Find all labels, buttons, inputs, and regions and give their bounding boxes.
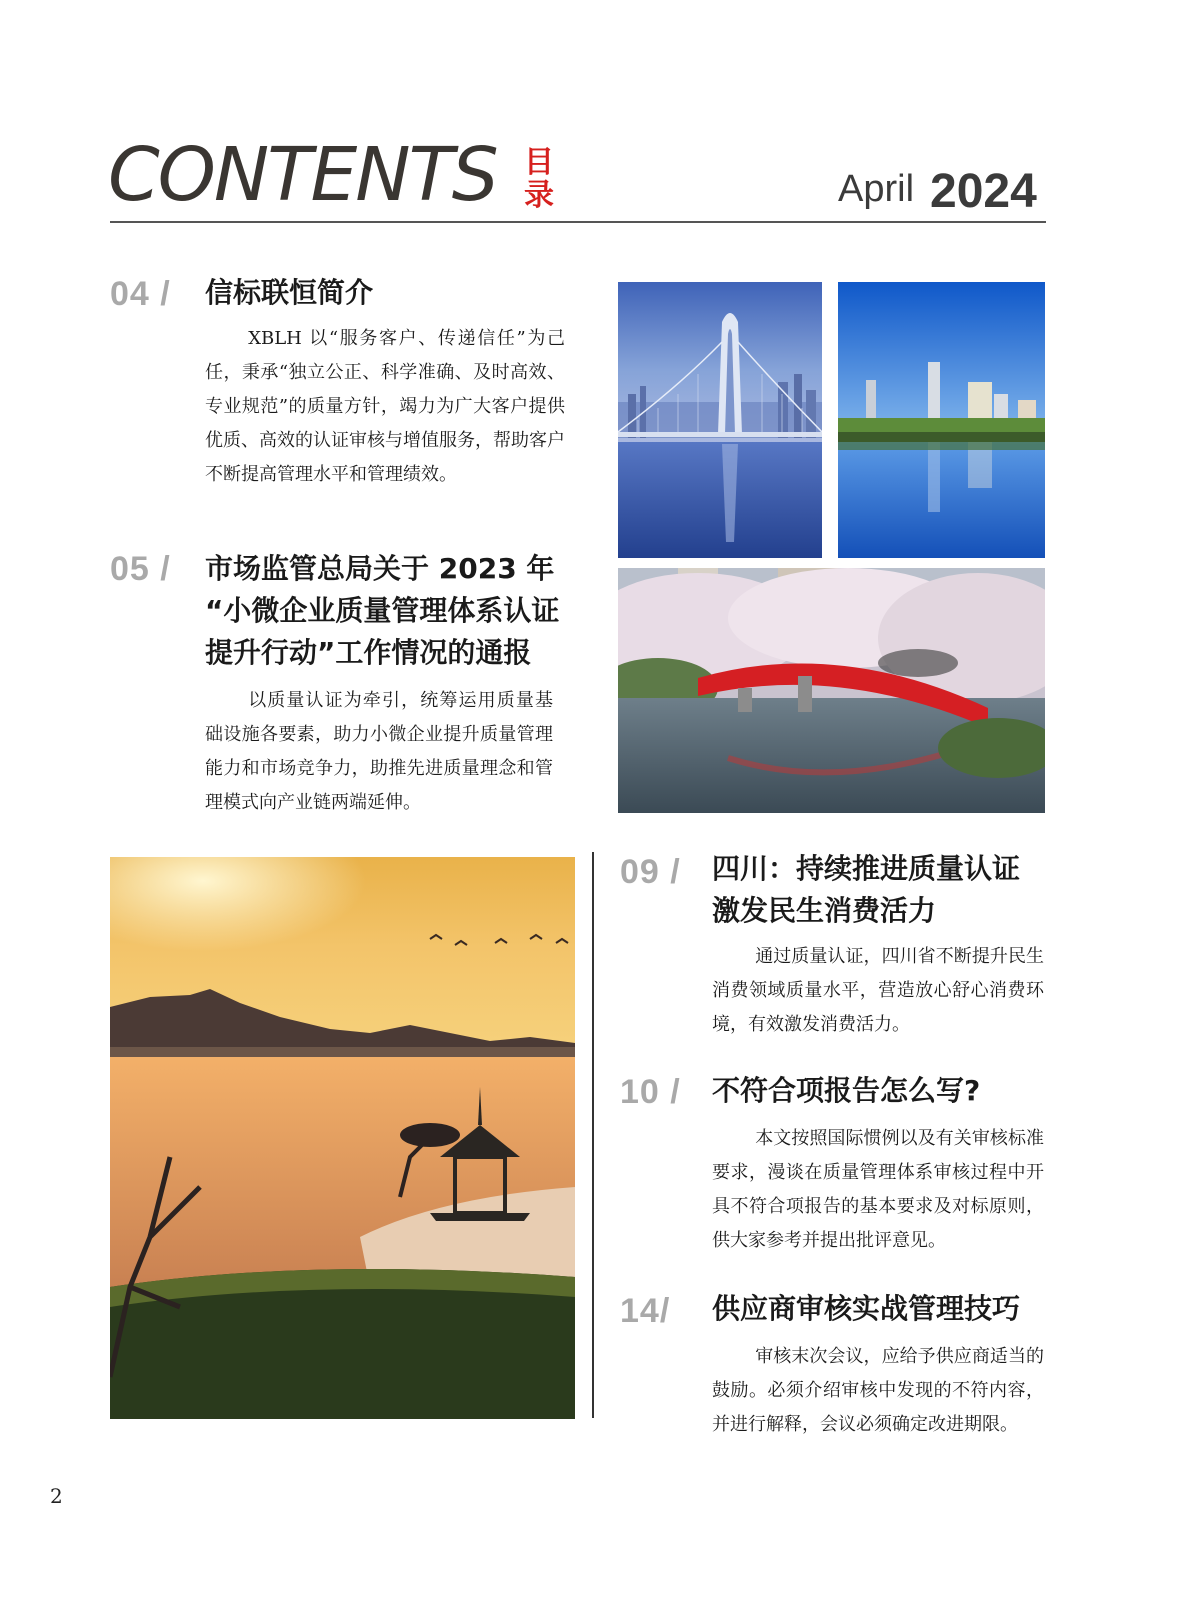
contents-heading: CONTENTS — [108, 132, 497, 218]
entry-14-title-line: 供应商审核实战管理技巧 — [712, 1292, 1021, 1325]
entry-05-number: 05 / — [110, 550, 171, 588]
entry-05-summary: 以质量认证为牵引，统筹运用质量基础设施各要素，助力小微企业提升质量管理能力和市场竞争力，助推先进质量理念和管理模式向产业链两端延伸。 — [205, 690, 553, 813]
entry-04-title-line: 信标联恒简介 — [205, 276, 374, 309]
entry-04-summary: XBLH 以“服务客户、传递信任”为己任，秉承“独立公正、科学准确、及时高效、专业规范”的质量方针，竭力为广大客户提供优质、高效的认证审核与增值服务，帮助客户不断提高管理水平和管理绩效。 — [205, 328, 565, 485]
mulu-heading — [522, 146, 556, 212]
entry-05-title[interactable] — [205, 548, 575, 674]
entry-09-title-line-1: 四川：持续推进质量认证 — [712, 852, 1021, 885]
header-rule — [110, 221, 1046, 223]
entry-04-number: 04 / — [110, 275, 171, 313]
issue-year: 2024 — [930, 165, 1037, 218]
entry-09-number: 09 / — [620, 853, 681, 891]
entry-14-number: 14/ — [620, 1292, 671, 1330]
skyline-photo — [838, 282, 1045, 558]
entry-09-title[interactable] — [712, 848, 1062, 932]
page-number: 2 — [50, 1484, 63, 1508]
entry-10-number: 10 / — [620, 1073, 681, 1111]
red-bridge-photo — [618, 568, 1045, 813]
entry-10-summary: 本文按照国际惯例以及有关审核标准要求，漫谈在质量管理体系审核过程中开具不符合项报告的基本要求及对标原则，供大家参考并提出批评意见。 — [712, 1128, 1044, 1251]
sunset-lake-photo — [110, 857, 575, 1419]
mulu-char-1: 目 — [524, 145, 554, 180]
column-divider — [592, 852, 594, 1418]
entry-14-summary: 审核末次会议，应给予供应商适当的鼓励。必须介绍审核中发现的不符内容，并进行解释，会议必须确定改进期限。 — [712, 1346, 1044, 1435]
entry-05-title-line-2: “小微企业质量管理体系认证 — [205, 594, 560, 627]
entry-05-title-line-1: 市场监管总局关于 2023 年 — [205, 552, 555, 585]
entry-04-title[interactable] — [205, 272, 565, 314]
entry-10-title-line: 不符合项报告怎么写? — [712, 1074, 981, 1107]
entry-09-summary: 通过质量认证，四川省不断提升民生消费领域质量水平，营造放心舒心消费环境，有效激发消费活力。 — [712, 946, 1044, 1035]
entry-14-title[interactable] — [712, 1288, 1062, 1330]
entry-09-title-line-2: 激发民生消费活力 — [712, 894, 937, 927]
issue-month: April — [838, 168, 915, 210]
bridge-photo — [618, 282, 822, 558]
entry-10-title[interactable] — [712, 1070, 1062, 1112]
mulu-char-2: 录 — [524, 178, 554, 213]
entry-05-title-line-3: 提升行动”工作情况的通报 — [205, 636, 532, 669]
